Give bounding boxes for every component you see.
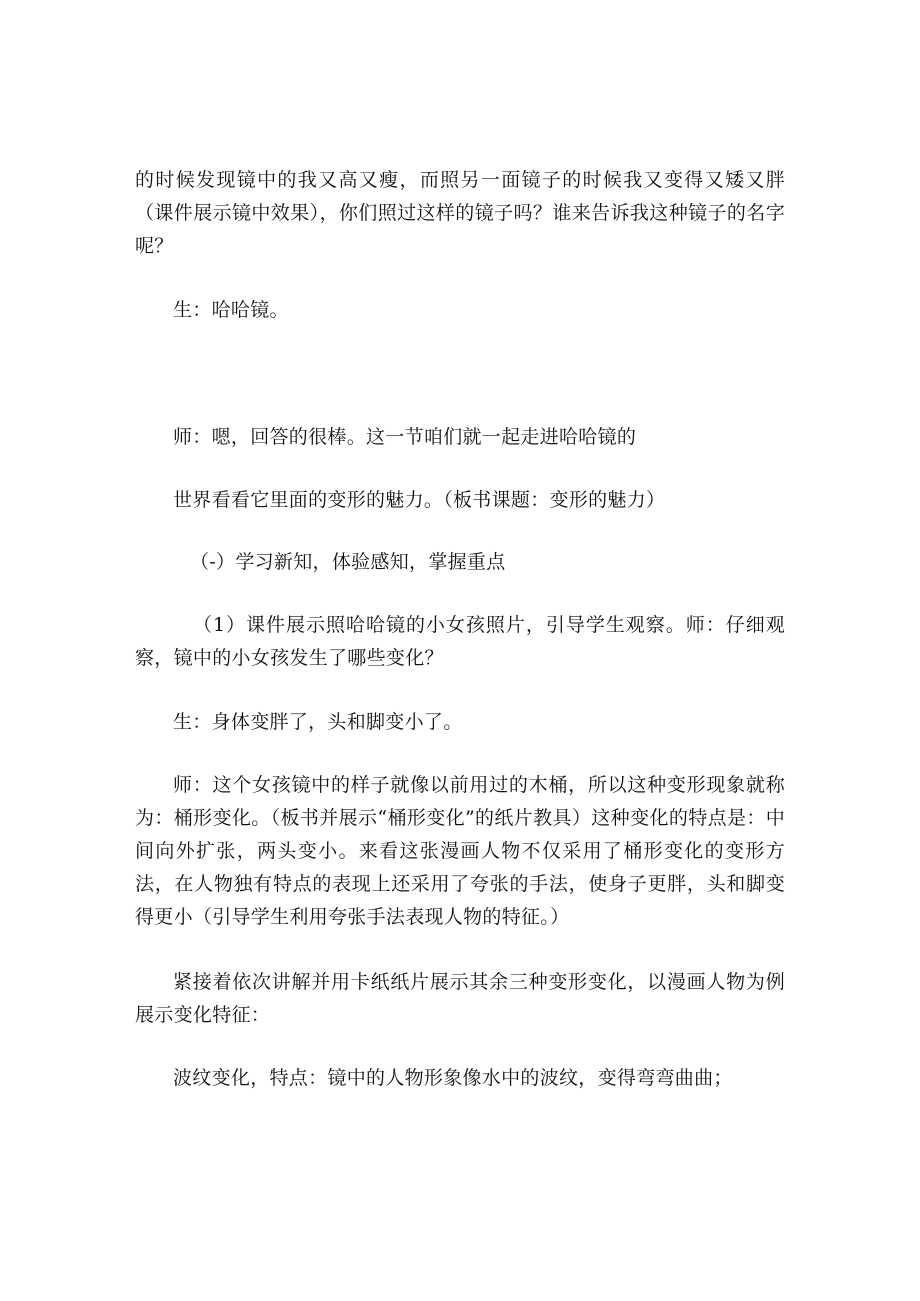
paragraph-lesson-title: 世界看看它里面的变形的魅力。（板书课题：变形的魅力） — [173, 489, 666, 511]
paragraph-teacher-praise: 师：嗯，回答的很棒。这一节咱们就一起走进哈哈镜的 — [173, 426, 637, 448]
paragraph-student-answer-1: 生：哈哈镜。 — [173, 299, 289, 321]
paragraph-mirror-intro: 的时候发现镜中的我又高又瘦，而照另一面镜子的时候我又变得又矮又胖（课件展示镜中效果），你们照过这样的镜子吗？谁来告诉我这种镜子的名字呢？ — [135, 169, 785, 257]
paragraph-student-answer-2: 生：身体变胖了，头和脚变小了。 — [173, 711, 463, 733]
paragraph-other-changes: 紧接着依次讲解并用卡纸纸片展示其余三种变形变化，以漫画人物为例展示变化特征： — [135, 971, 785, 1026]
paragraph-wave-change: 波纹变化，特点：镜中的人物形象像水中的波纹，变得弯弯曲曲； — [173, 1067, 733, 1089]
section-heading-new-knowledge: （-）学习新知，体验感知，掌握重点 — [190, 551, 506, 573]
paragraph-barrel-change: 师：这个女孩镜中的样子就像以前用过的木桶，所以这种变形现象就称为：桶形变化。（板书并展示“桶形变化”的纸片教具）这种变化的特点是：中间向外扩张，两头变小。来看这张漫画人物不仅采用了桶形变化的变形方法，在人物独有特点的表现上还采用了夸张的手法，使身子更胖，头和脚变得更小（引导学生利用夸张手法表现人物的特征。） — [135, 774, 785, 928]
paragraph-step-1: （1）课件展示照哈哈镜的小女孩照片，引导学生观察。师：仔细观察，镜中的小女孩发生了哪些变化？ — [135, 614, 785, 669]
